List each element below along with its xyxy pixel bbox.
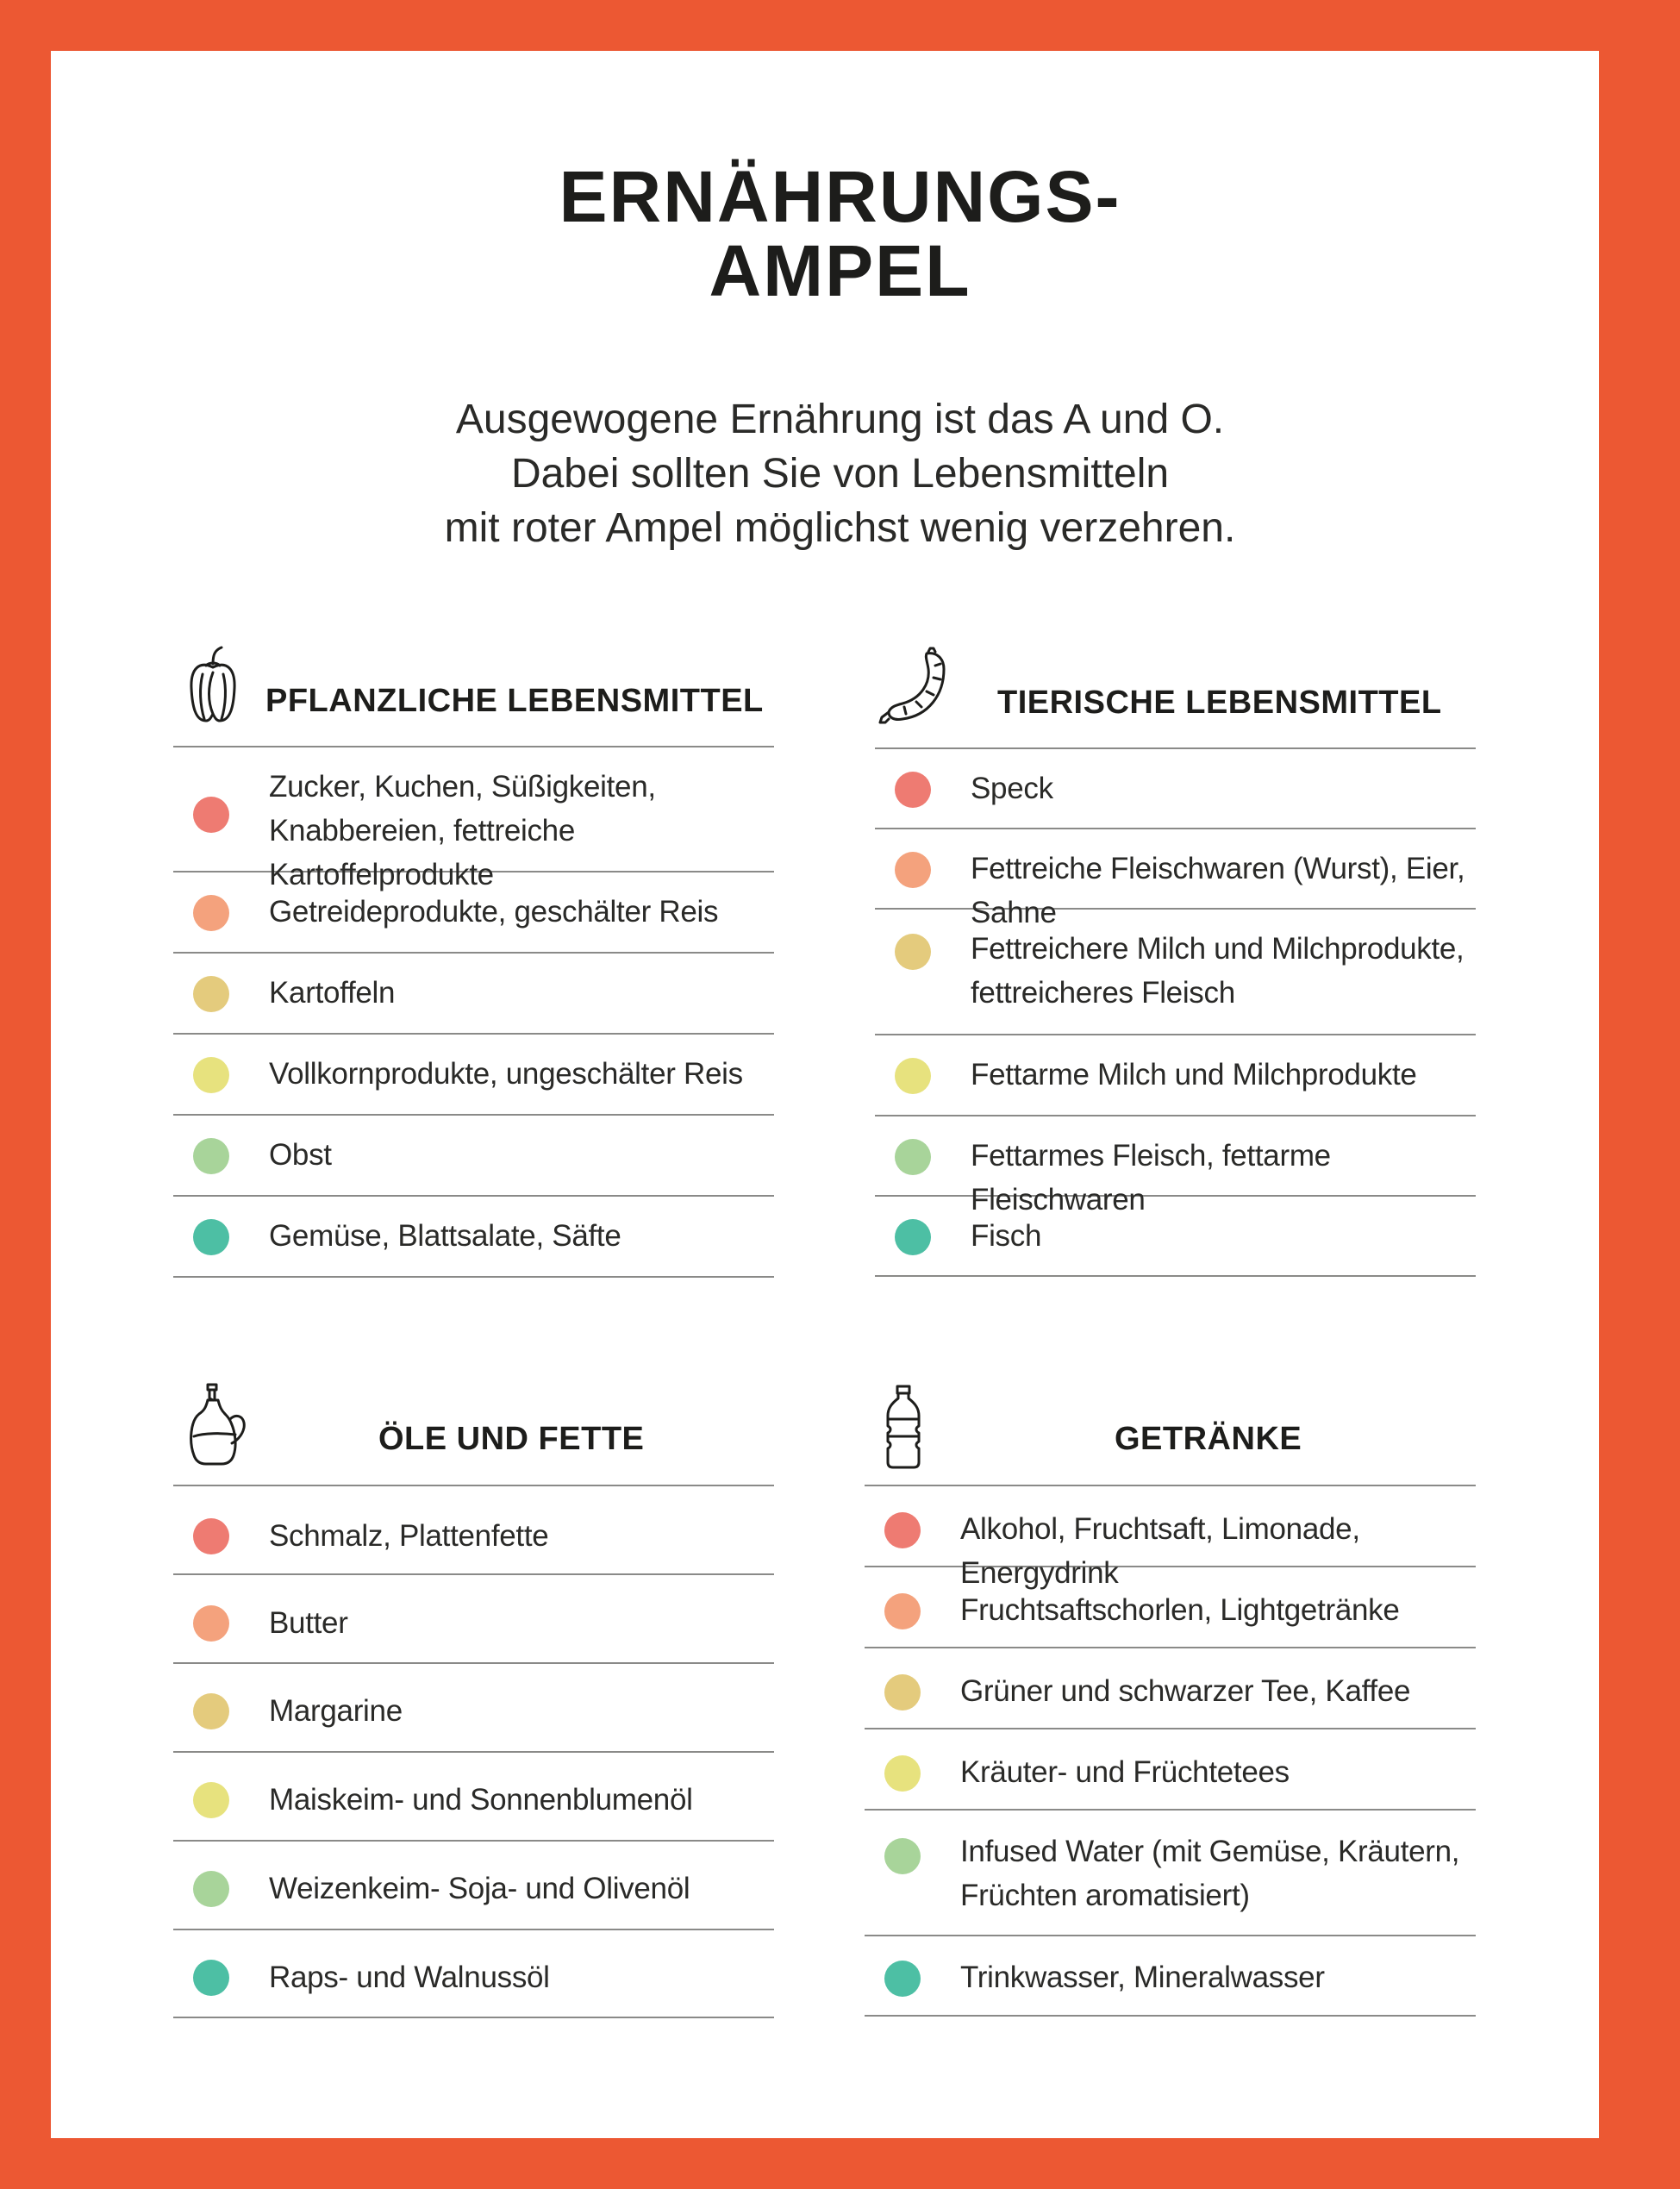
item-text: Kräuter- und Früchtetees xyxy=(960,1755,1290,1789)
status-dot-green xyxy=(884,1838,921,1874)
item-text: Getreideprodukte, geschälter Reis xyxy=(269,895,719,929)
item-text: Grüner und schwarzer Tee, Kaffee xyxy=(960,1674,1411,1708)
status-dot-mustard xyxy=(895,934,931,970)
list-item xyxy=(865,1811,1476,1936)
item-text: Margarine xyxy=(269,1694,403,1728)
item-text: Butter xyxy=(269,1606,348,1640)
list-item xyxy=(173,1116,774,1197)
status-dot-yellow xyxy=(193,1057,229,1093)
status-dot-red xyxy=(895,772,931,808)
page-title-line-2: AMPEL xyxy=(709,230,971,311)
item-list xyxy=(173,746,774,1278)
list-item xyxy=(875,1035,1476,1116)
status-dot-teal xyxy=(193,1219,229,1255)
item-text: Zucker, Kuchen, Süßigkeiten, Knabbereien, fettreiche Kartoffelprodukte xyxy=(269,770,656,891)
intro-text xyxy=(0,392,1680,555)
item-text: Alkohol, Fruchtsaft, Limonade, Energydrink xyxy=(960,1512,1360,1590)
item-list xyxy=(865,1485,1476,2017)
status-dot-mustard xyxy=(884,1674,921,1711)
item-text: Fettreiche Fleischwaren (Wurst), Eier, Sahne xyxy=(971,852,1465,929)
list-item xyxy=(173,1664,774,1753)
list-item xyxy=(865,1567,1476,1648)
list-item xyxy=(173,1035,774,1116)
bell-pepper-icon xyxy=(187,645,239,724)
list-item xyxy=(875,1197,1476,1277)
list-item xyxy=(865,1729,1476,1811)
status-dot-red xyxy=(193,797,229,833)
sausage-icon xyxy=(877,647,949,728)
item-text: Fettarmes Fleisch, fettarme Fleischwaren xyxy=(971,1139,1331,1216)
status-dot-mustard xyxy=(193,976,229,1012)
list-item xyxy=(173,1930,774,2018)
page-title xyxy=(0,156,1680,311)
item-text: Obst xyxy=(269,1138,332,1172)
item-text: Vollkornprodukte, ungeschälter Reis xyxy=(269,1057,743,1091)
item-text: Kartoffeln xyxy=(269,976,396,1010)
list-item xyxy=(173,1197,774,1278)
status-dot-teal xyxy=(895,1219,931,1255)
list-item xyxy=(173,747,774,891)
item-text: Speck xyxy=(971,772,1053,805)
item-text: Fruchtsaftschorlen, Lightgetränke xyxy=(960,1593,1400,1627)
item-text: Fettarme Milch und Milchprodukte xyxy=(971,1058,1417,1091)
status-dot-teal xyxy=(884,1961,921,1997)
list-item xyxy=(173,1486,774,1575)
bottle-icon xyxy=(884,1385,922,1471)
status-dot-yellow xyxy=(884,1755,921,1792)
section-title: TIERISCHE LEBENSMITTEL xyxy=(997,685,1442,721)
status-dot-green xyxy=(895,1139,931,1175)
list-item xyxy=(173,954,774,1035)
status-dot-green xyxy=(193,1138,229,1174)
intro-line-1: Ausgewogene Ernährung ist das A und O. xyxy=(455,397,1225,442)
list-item xyxy=(875,910,1476,1035)
list-item xyxy=(875,829,1476,929)
item-text: Weizenkeim- Soja- und Olivenöl xyxy=(269,1872,690,1905)
item-text: Fisch xyxy=(971,1219,1042,1253)
item-text: Raps- und Walnussöl xyxy=(269,1961,550,1994)
list-item xyxy=(865,1648,1476,1729)
item-text: Infused Water (mit Gemüse, Kräutern, Früchten aromatisiert) xyxy=(960,1835,1460,1912)
list-item xyxy=(875,749,1476,829)
item-text: Fettreichere Milch und Milchprodukte, fettreicheres Fleisch xyxy=(971,932,1465,1010)
section-title: PFLANZLICHE LEBENSMITTEL xyxy=(265,683,764,719)
item-list xyxy=(173,1485,774,2018)
intro-line-3: mit roter Ampel möglichst wenig verzehren. xyxy=(444,505,1236,551)
status-dot-yellow xyxy=(895,1058,931,1094)
item-text: Gemüse, Blattsalate, Säfte xyxy=(269,1219,621,1253)
status-dot-orange xyxy=(193,895,229,931)
status-dot-green xyxy=(193,1871,229,1907)
status-dot-yellow xyxy=(193,1782,229,1818)
list-item xyxy=(173,1575,774,1664)
status-dot-red xyxy=(193,1518,229,1554)
list-item xyxy=(865,1486,1476,1590)
item-list xyxy=(875,747,1476,1277)
list-item xyxy=(865,1936,1476,2017)
status-dot-red xyxy=(884,1512,921,1548)
oil-jug-icon xyxy=(187,1381,247,1467)
status-dot-orange xyxy=(884,1593,921,1629)
status-dot-teal xyxy=(193,1960,229,1996)
item-text: Trinkwasser, Mineralwasser xyxy=(960,1961,1325,1994)
section-title: ÖLE UND FETTE xyxy=(378,1421,645,1457)
section-title: GETRÄNKE xyxy=(1115,1421,1302,1457)
status-dot-orange xyxy=(193,1605,229,1642)
item-text: Schmalz, Plattenfette xyxy=(269,1519,549,1553)
list-item xyxy=(875,1116,1476,1216)
intro-line-2: Dabei sollten Sie von Lebensmitteln xyxy=(510,451,1170,497)
item-text: Maiskeim- und Sonnenblumenöl xyxy=(269,1783,693,1817)
status-dot-mustard xyxy=(193,1693,229,1729)
status-dot-orange xyxy=(895,852,931,888)
list-item xyxy=(173,1842,774,1930)
page-title-line-1: ERNÄHRUNGS- xyxy=(559,156,1121,237)
list-item xyxy=(173,872,774,954)
list-item xyxy=(173,1753,774,1842)
